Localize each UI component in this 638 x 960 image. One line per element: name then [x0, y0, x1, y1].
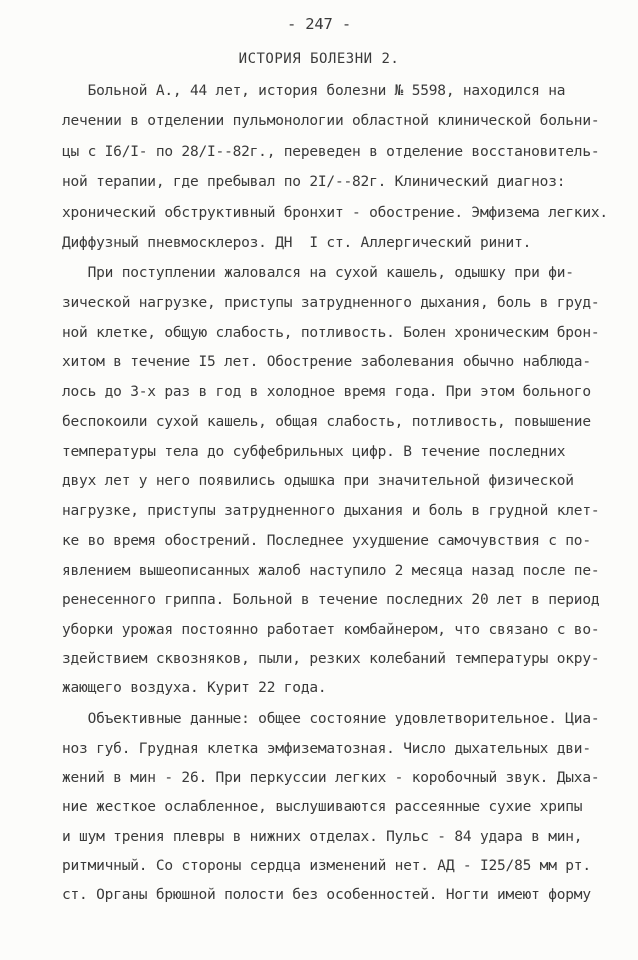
text-line: Диффузный пневмосклероз. ДН I ст. Аллергический ринит.: [62, 235, 532, 251]
text-line: ние жесткое ослабленное, выслушиваются рассеянные сухие хрипы: [62, 799, 583, 815]
text-line: здействием сквозняков, пыли, резких колебаний температуры окру-: [62, 651, 600, 667]
text-line: ноз губ. Грудная клетка эмфизематозная. Число дыхательных дви-: [62, 741, 591, 757]
text-line: лось до 3-х раз в год в холодное время года. При этом больного: [62, 384, 591, 400]
text-line: жающего воздуха. Курит 22 года.: [62, 680, 327, 696]
text-line: ной клетке, общую слабость, потливость. Болен хроническим брон-: [62, 325, 600, 341]
section-title: ИСТОРИЯ БОЛЕЗНИ 2.: [238, 51, 400, 67]
text-line: цы с I6/I- по 28/I--82г., переведен в отделение восстановитель-: [62, 144, 600, 160]
text-line: ной терапии, где пребывал по 2I/--82г. Клинический диагноз:: [62, 174, 566, 190]
text-line: температуры тела до субфебрильных цифр. В течение последних: [62, 444, 566, 460]
text-line: жений в мин - 26. При перкуссии легких - коробочный звук. Дыха-: [62, 770, 600, 786]
text-line: хитом в течение I5 лет. Обострение заболевания обычно наблюда-: [62, 354, 591, 370]
text-line: Больной А., 44 лет, история болезни № 5598, находился на: [62, 83, 566, 99]
text-line: беспокоили сухой кашель, общая слабость, потливость, повышение: [62, 414, 591, 430]
text-line: уборки урожая постоянно работает комбайнером, что связано с во-: [62, 622, 600, 638]
text-line: ритмичный. Со стороны сердца изменений нет. АД - I25/85 мм рт.: [62, 858, 591, 874]
text-line: хронический обструктивный бронхит - обострение. Эмфизема легких.: [62, 205, 608, 221]
text-line: лечении в отделении пульмонологии областной клинической больни-: [62, 113, 600, 129]
text-line: двух лет у него появились одышка при значительной физической: [62, 473, 574, 489]
text-line: и шум трения плевры в нижних отделах. Пульс - 84 удара в мин,: [62, 829, 583, 845]
text-line: нагрузке, приступы затрудненного дыхания и боль в грудной клет-: [62, 503, 600, 519]
text-line: ренесенного гриппа. Больной в течение последних 20 лет в период: [62, 592, 600, 608]
text-line: ке во время обострений. Последнее ухудшение самочувствия с по-: [62, 533, 591, 549]
text-line: При поступлении жаловался на сухой кашель, одышку при фи-: [62, 265, 574, 281]
text-line: явлением вышеописанных жалоб наступило 2 месяца назад после пе-: [62, 563, 600, 579]
text-line: зической нагрузке, приступы затрудненного дыхания, боль в груд-: [62, 295, 600, 311]
page-number: - 247 -: [287, 15, 351, 33]
text-line: ст. Органы брюшной полости без особенностей. Ногти имеют форму: [62, 887, 591, 903]
text-line: Объективные данные: общее состояние удовлетворительное. Циа-: [62, 711, 600, 727]
